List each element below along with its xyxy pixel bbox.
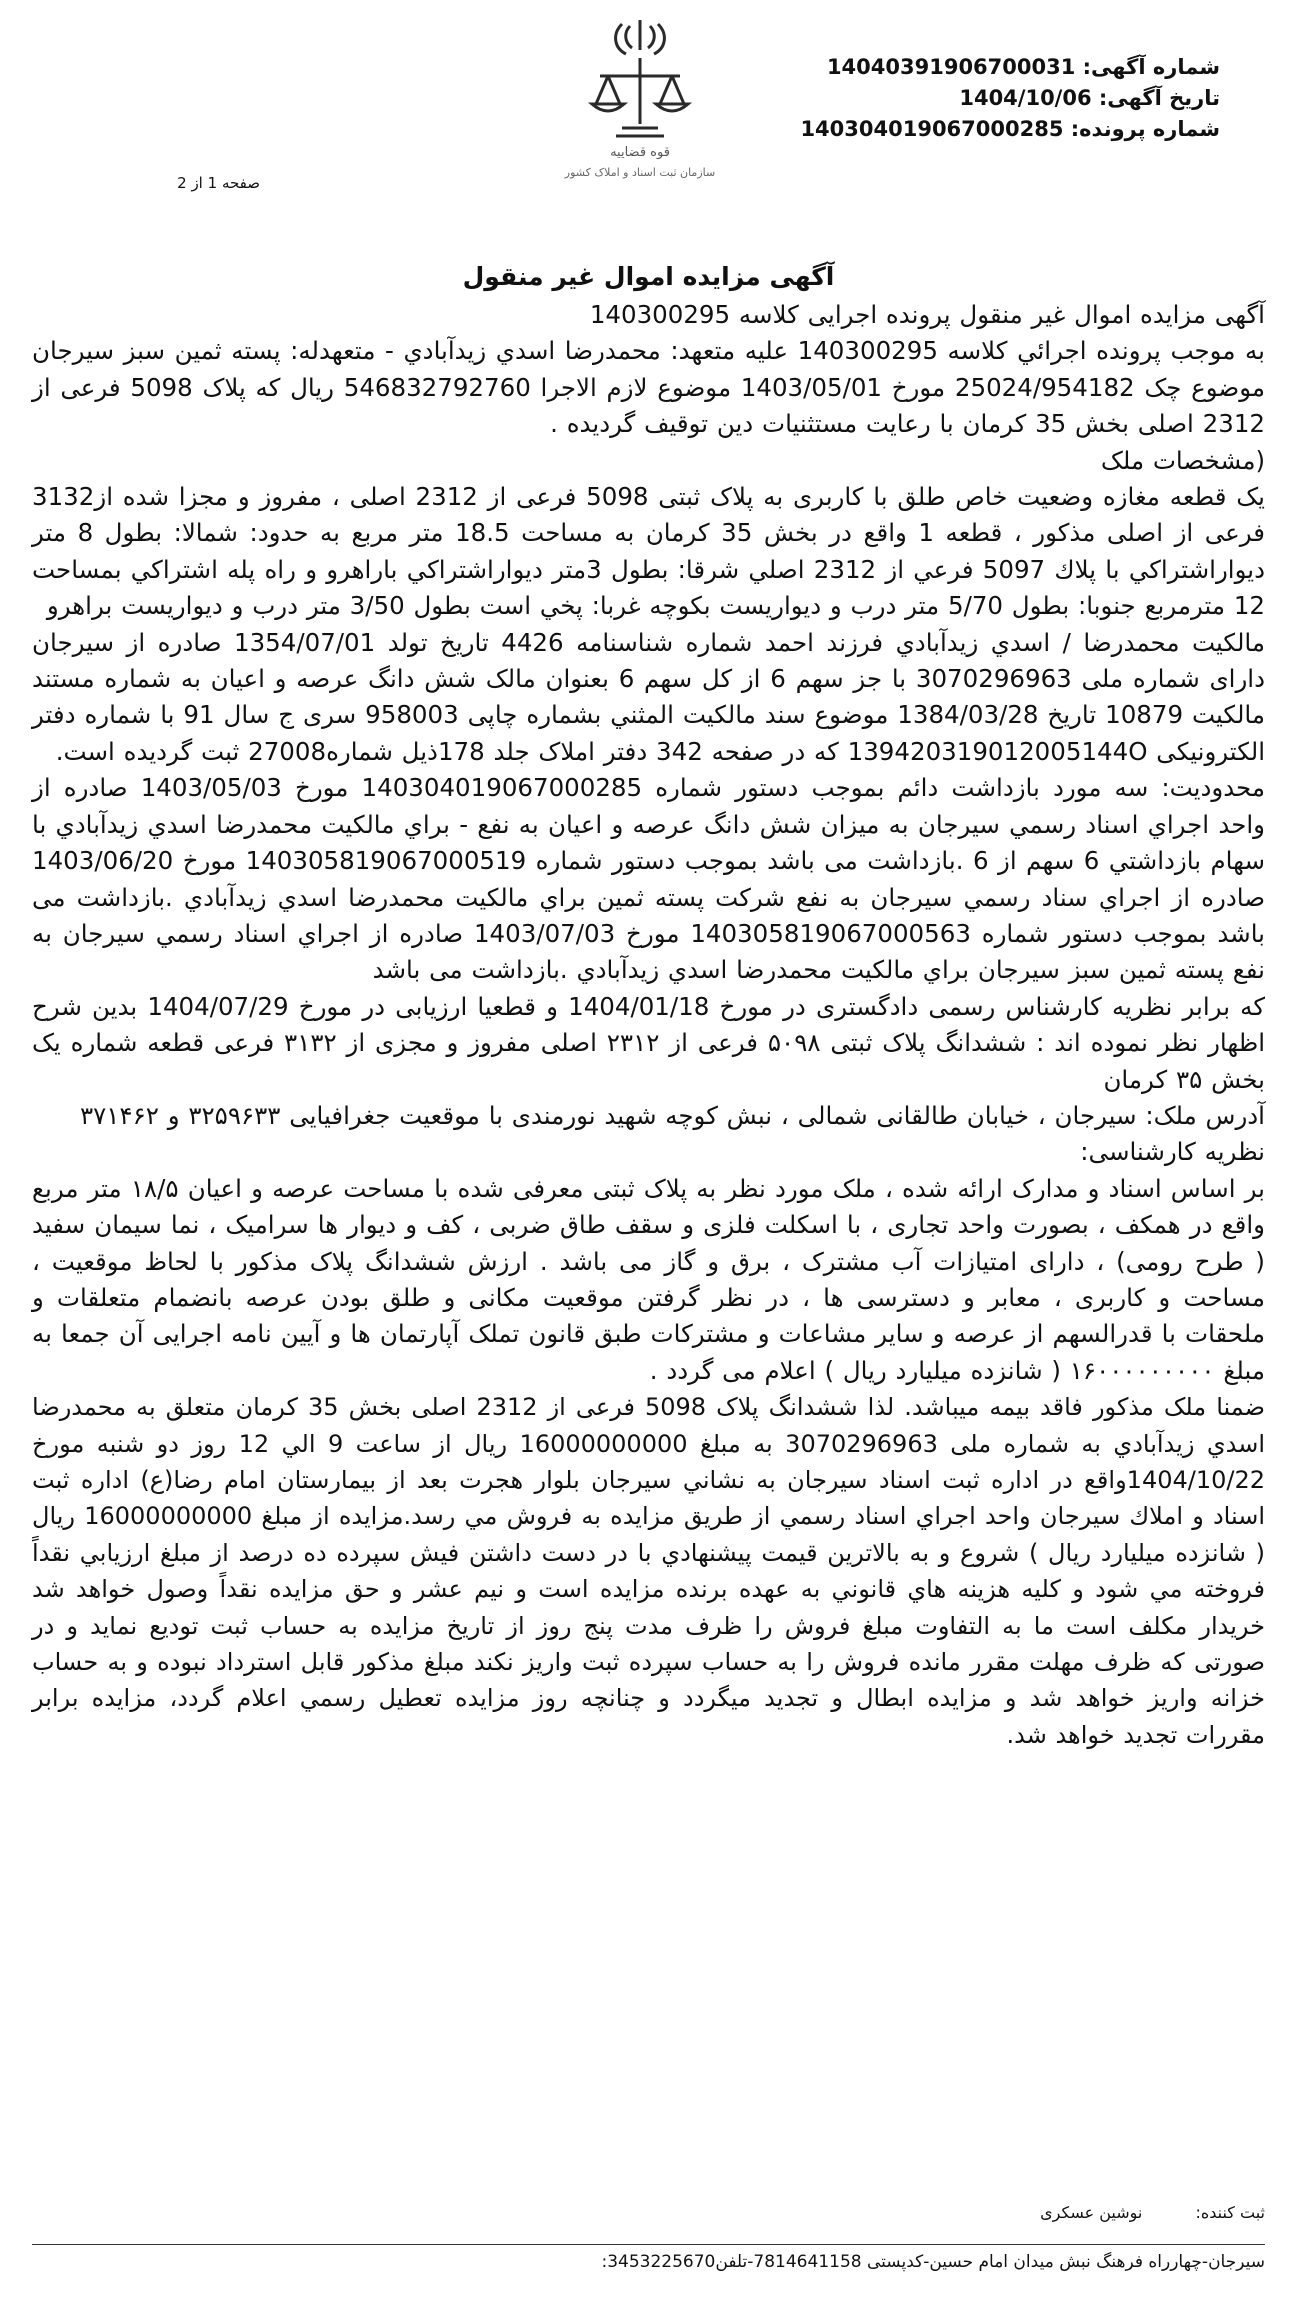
paragraph-ownership: مالكيت محمدرضا / اسدي زيدآبادي فرزند احمد شماره شناسنامه 4426 تاريخ تولد 1354/07/01 صادره از سیرجان دارای شماره ملی 3070296963 با جز سهم 6 از کل سهم 6 بعنوان مالک شش دانگ عرصه و اعيان به شماره مستند مالکیت 10879 تاریخ 1384/03/28 موضوع سند مالكيت المثني بشماره چاپی 958003 سری ج سال 91 با شماره دفتر الکترونیکی 139420319012005144O که در صفحه 342 دفتر املاک جلد 178ذیل شماره27008 ثبت گردیده است. [32, 627, 1266, 766]
judiciary-label: قوه قضاییه [610, 145, 670, 160]
notice-number-row [780, 52, 1220, 83]
paragraph-expert-opinion: بر اساس اسناد و مدارک ارائه شده ، ملک مورد نظر به پلاک ثبتی معرفی شده با مساحت عرصه و اعیان ۱۸/۵ متر مربع واقع در همکف ، بصورت واحد تجاری ، با اسکلت فلزی و سقف طاق ضربی ، کف و دیوار ها سرامیک ، نما سیمان سفید ( طرح رومی) ، دارای امتیازات آب مشترک ، برق و گاز می باشد . ارزش ششدانگ پلاک مذکور با لحاظ موقعیت ، مساحت و کاربری ، معابر و دسترسی ها ، در نظر گرفتن موقعیت مکانی و طلق بودن عرصه بانضمام متعلقات و ملحقات با قدرالسهم از عرصه و سایر مشاعات و مشترکات طبق قانون تملک آپارتمان ها و آیین نامه اجرایی آن جمعا به مبلغ ۱۶۰۰۰۰۰۰۰۰۰ ( شانزده میلیارد ریال ) اعلام می گردد . [32, 1173, 1265, 1385]
notice-meta [780, 52, 1220, 145]
office-address: سیرجان-چهارراه فرهنگ نبش میدان امام حسین-کدپستی 7814641158-تلفن3453225670: [601, 2252, 1265, 2272]
judiciary-emblem-icon [560, 6, 720, 186]
notice-body [32, 262, 1265, 1753]
case-number-value: 140304019067000285 [800, 117, 1064, 141]
paragraph-auction-terms: ضمنا ملک مذکور فاقد بیمه میباشد. لذا ششدانگ پلاک 5098 فرعی از 2312 اصلی بخش 35 كرمان متعلق به محمدرضا اسدي زيدآبادي به شماره ملی 3070296963 به مبلغ 16000000000 ريال از ساعت 9 الي 12 روز دو شنبه مورخ 1404/10/22واقع در اداره ثبت اسناد سيرجان به نشاني سيرجان بلوار هجرت بعد از بيمارستان امام رضا(ع) اداره ثبت اسناد و املاك سيرجان واحد اجراي اسناد رسمي از طريق مزايده به فروش مي رسد.مزايده از مبلغ 16000000000 ريال ( شانزده ميليارد ريال ) شروع و به بالاترين قيمت پيشنهادي با در دست داشتن فيش سپرده ده درصد از مبلغ ارزيابي نقداً فروخته مي شود و كليه هزينه هاي قانوني به عهده برنده مزايده است و نيم عشر و حق مزايده نقداً وصول خواهد شد خريدار مكلف است ما به التفاوت مبلغ فروش را ظرف مدت پنج روز از تاريخ مزايده به حساب ثبت توديع نمايد و در صورتی كه ظرف مهلت مقرر مانده فروش را به حساب سپرده ثبت واريز نكند مبلغ مذكور قابل استرداد نبوده و به حساب خزانه واريز خواهد شد و مزايده ابطال و تجديد ميگردد و چنانچه روز مزايده تعطيل رسمي اعلام گردد، مزايده برابر مقررات تجديد خواهد شد. [32, 1393, 1266, 1749]
notice-date-label: تاریخ آگهی: [1098, 86, 1220, 110]
registrar-label: ثبت کننده: [1195, 2203, 1265, 2222]
org-label: سازمان ثبت اسناد و املاک کشور [564, 166, 716, 179]
registrar-block [32, 2200, 1265, 2226]
paragraph-case: به موجب پرونده اجرائي كلاسه 140300295 عليه متعهد: محمدرضا اسدي زيدآبادي - متعهدله: پسته ثمين سبز سيرجان موضوع چک 25024/954182 مورخ 1403/05/01 موضوع لازم الاجرا 546832792760 ريال که پلاک 5098 فرعی از 2312 اصلی بخش 35 كرمان با رعايت مستثنيات دين توقيف گرديده . [32, 336, 1266, 439]
paragraph-restrictions: محدوديت: سه مورد بازداشت دائم بموجب دستور شماره 140304019067000285 مورخ 1403/05/03 صادره از واحد اجراي اسناد رسمي سيرجان به ميزان شش دانگ عرصه و اعيان به نفع - براي مالكيت محمدرضا اسدي زيدآبادي با سهام بازداشتي 6 سهم از 6 .بازداشت می باشد بموجب دستور شماره 140305819067000519 مورخ 1403/06/20 صادره از اجراي سناد رسمي سيرجان به نفع شركت پسته ثمين براي مالكيت محمدرضا اسدي زيدآبادي .بازداشت می باشد بموجب دستور شماره 140305819067000563 مورخ 1403/07/03 صادره از اجراي اسناد رسمي سيرجان به نفع پسته ثمين سبز سيرجان براي مالكيت محمدرضا اسدي زيدآبادي .بازداشت می باشد [32, 773, 1265, 985]
paragraph-address: آدرس ملک: سیرجان ، خیابان طالقانی شمالی ، نبش کوچه شهید نورمندی با موقعیت جغرافیایی ۳۲۵۹۶۳۳ و ۳۷۱۴۶۲ [79, 1100, 1265, 1130]
case-number-label: شماره پرونده: [1070, 117, 1220, 141]
paragraph-expert-heading: نظریه کارشناسی: [1080, 1137, 1265, 1167]
case-number-row [780, 114, 1220, 145]
notice-number-value: 14040391906700031 [826, 55, 1076, 79]
paragraph-property-heading: (مشخصات ملک [1100, 445, 1265, 475]
notice-date-value: 1404/10/06 [959, 86, 1092, 110]
registrar-name: نوشین عسکری [1040, 2203, 1143, 2222]
registrar-row [32, 2200, 1265, 2226]
notice-number-label: شماره آگهی: [1082, 55, 1220, 79]
page-indicator: صفحه 1 از 2 [177, 174, 260, 192]
notice-title: آگهی مزایده اموال غیر منقول [462, 262, 835, 291]
notice-date-row [780, 83, 1220, 114]
paragraph-property-spec: یک قطعه مغازه وضعیت خاص طلق با کاربری به پلاک ثبتی 5098 فرعی از 2312 اصلی ، مفروز و مجزا شده از3132 فرعی از اصلی مذکور ، قطعه 1 واقع در بخش 35 کرمان به مساحت 18.5 متر مربع به حدود: شمالا: بطول 8 متر ديواراشتراكي با پلاك 5097 فرعي از 2312 اصلي شرقا: بطول 3متر ديواراشتراكي باراهرو و راه پله اشتراكي بمساحت 12 مترمربع جنوبا: بطول 5/70 متر درب و ديواريست بكوچه غربا: پخي است بطول 3/50 متر درب و ديواريست براهرو [32, 482, 1266, 621]
paragraph-heading: آگهی مزایده اموال غیر منقول پرونده اجرایی کلاسه 140300295 [589, 300, 1265, 329]
paragraph-expert-intro: که برابر نظریه کارشناس رسمی دادگستری در مورخ 1404/01/18 و قطعیا ارزیابی در مورخ 1404/07/29 بدین شرح اظهار نظر نموده اند : ششدانگ پلاک ثبتی ۵۰۹۸ فرعی از ۲۳۱۲ اصلی مفروز و مجزی از ۳۱۳۲ فرعی قطعه شماره یک بخش ۳۵ کرمان [32, 991, 1265, 1094]
footer-divider [32, 2244, 1265, 2245]
